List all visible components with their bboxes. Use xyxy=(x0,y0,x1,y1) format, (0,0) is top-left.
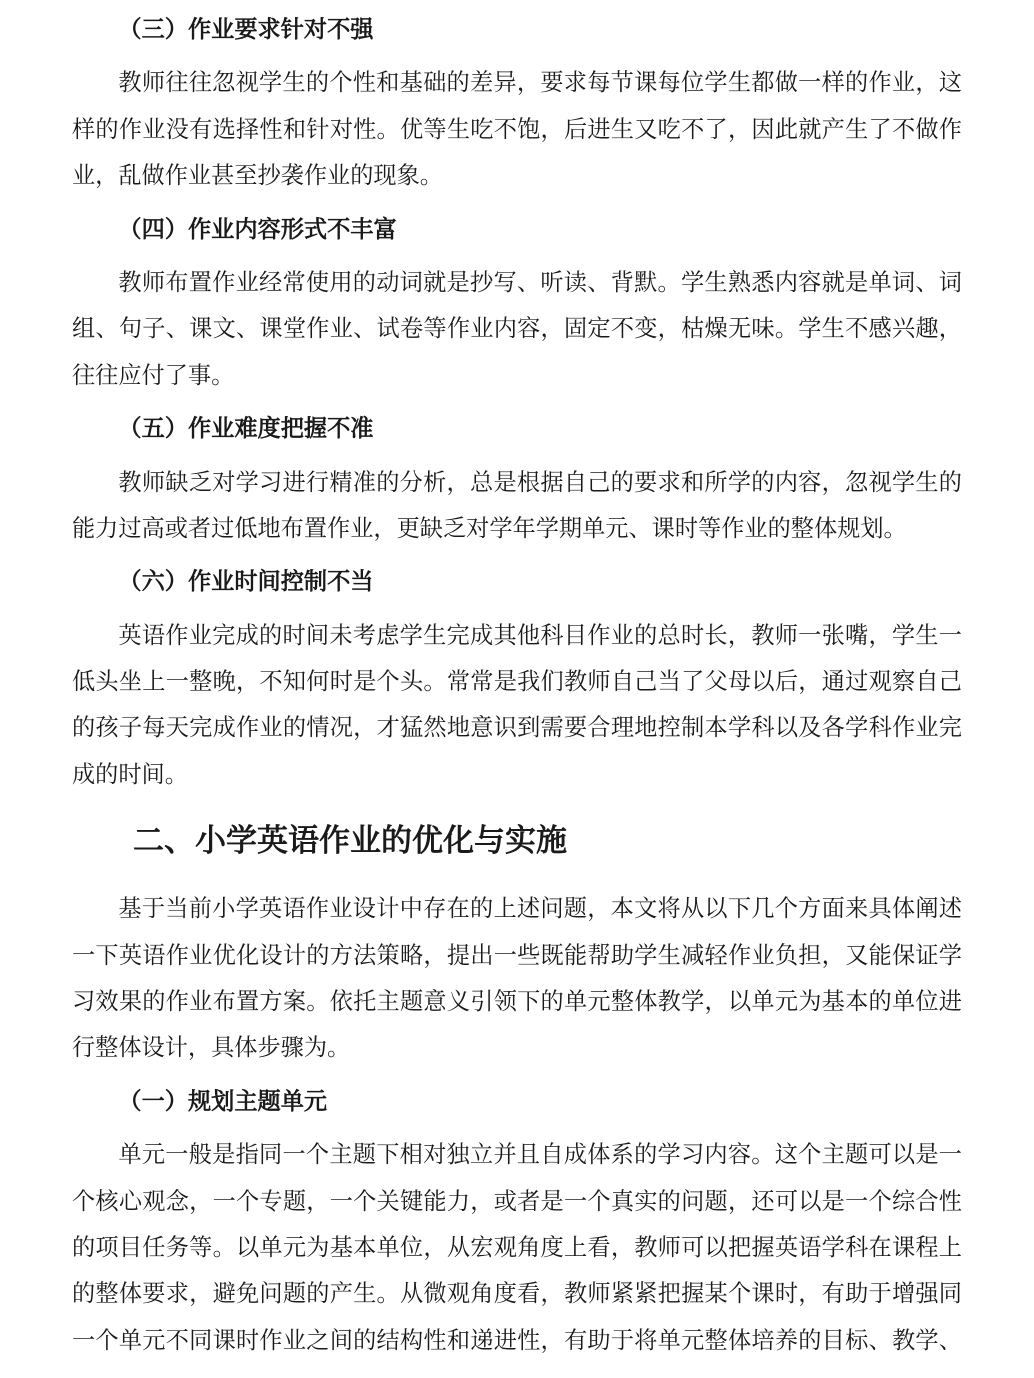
subheading-4: （四）作业内容形式不丰富 xyxy=(118,215,397,243)
paragraph-line: 个核心观念，一个专题，一个关键能力，或者是一个真实的问题，还可以是一个综合性 xyxy=(72,1187,962,1215)
paragraph-line: 的整体要求，避免问题的产生。从微观角度看，教师紧紧把握某个课时，有助于增强同 xyxy=(72,1280,962,1308)
paragraph-line: 基于当前小学英语作业设计中存在的上述问题，本文将从以下几个方面来具体阐述 xyxy=(118,895,962,923)
paragraph-line: 往往应付了事。 xyxy=(72,361,235,389)
paragraph-1 xyxy=(72,1132,962,1364)
paragraph-line: 英语作业完成的时间未考虑学生完成其他科目作业的总时长，教师一张嘴，学生一 xyxy=(118,621,962,649)
paragraph-line: 成的时间。 xyxy=(72,760,188,788)
paragraph-line: 低头坐上一整晚，不知何时是个头。常常是我们教师自己当了父母以后，通过观察自己 xyxy=(72,668,962,696)
paragraph-line: 能力过高或者过低地布置作业，更缺乏对学年学期单元、课时等作业的整体规划。 xyxy=(72,514,907,542)
paragraph-line: 教师缺乏对学习进行精准的分析，总是根据自己的要求和所学的内容，忽视学生的 xyxy=(118,468,962,496)
section-intro-paragraph xyxy=(72,886,962,1072)
document-body xyxy=(72,0,962,1364)
paragraph-line: 习效果的作业布置方案。依托主题意义引领下的单元整体教学，以单元为基本的单位进 xyxy=(72,988,962,1016)
paragraph-6 xyxy=(72,613,962,799)
paragraph-line: 一下英语作业优化设计的方法策略，提出一些既能帮助学生减轻作业负担，又能保证学 xyxy=(72,941,962,969)
subheading-1: （一）规划主题单元 xyxy=(118,1087,328,1115)
section-title: 二、小学英语作业的优化与实施 xyxy=(133,823,567,860)
paragraph-line: 的孩子每天完成作业的情况，才猛然地意识到需要合理地控制本学科以及各学科作业完 xyxy=(72,714,962,742)
paragraph-line: 教师布置作业经常使用的动词就是抄写、听读、背默。学生熟悉内容就是单词、词 xyxy=(118,268,962,296)
paragraph-line: 业，乱做作业甚至抄袭作业的现象。 xyxy=(72,162,443,190)
subheading-6: （六）作业时间控制不当 xyxy=(118,568,374,596)
paragraph-line: 样的作业没有选择性和针对性。优等生吃不饱，后进生又吃不了，因此就产生了不做作 xyxy=(72,115,962,143)
paragraph-line: 一个单元不同课时作业之间的结构性和递进性，有助于将单元整体培养的目标、教学、 xyxy=(72,1326,962,1354)
paragraph-4 xyxy=(72,260,962,399)
paragraph-5 xyxy=(72,460,962,553)
paragraph-line: 单元一般是指同一个主题下相对独立并且自成体系的学习内容。这个主题可以是一 xyxy=(118,1141,962,1169)
paragraph-line: 教师往往忽视学生的个性和基础的差异，要求每节课每位学生都做一样的作业，这 xyxy=(118,69,962,97)
paragraph-line: 行整体设计，具体步骤为。 xyxy=(72,1034,351,1062)
subheading-5: （五）作业难度把握不准 xyxy=(118,415,374,443)
subheading-3: （三）作业要求针对不强 xyxy=(118,16,374,43)
paragraph-3 xyxy=(72,60,962,199)
paragraph-line: 组、句子、课文、课堂作业、试卷等作业内容，固定不变，枯燥无味。学生不感兴趣， xyxy=(72,315,962,343)
paragraph-line: 的项目任务等。以单元为基本单位，从宏观角度上看，教师可以把握英语学科在课程上 xyxy=(72,1233,962,1261)
